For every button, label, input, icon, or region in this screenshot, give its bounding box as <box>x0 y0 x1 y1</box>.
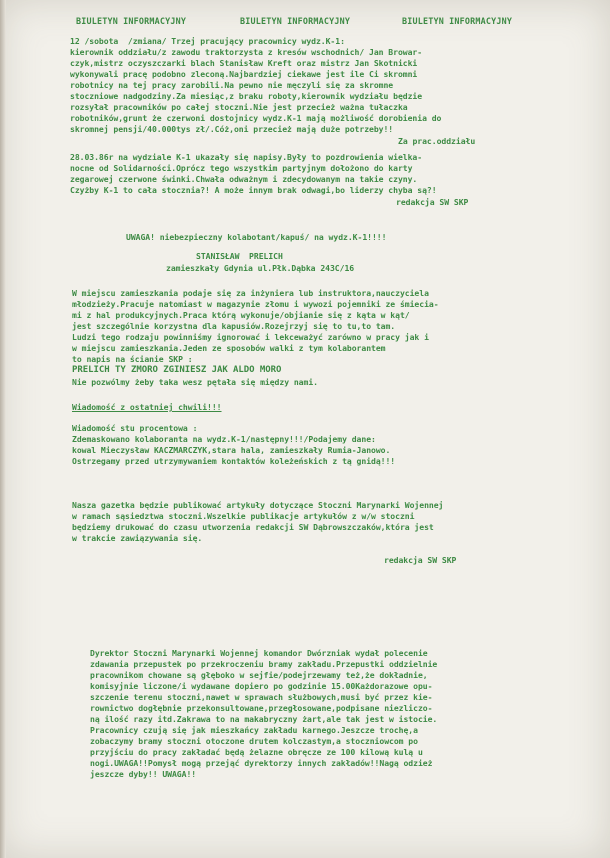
warning-line: mi z hal produkcyjnych.Praca którą wykonuje/objianie się z kąta w kąt/ <box>72 310 410 320</box>
warning-line: Ludzi tego rodzaju powinniśmy ignorować i lekceważyć zarówno w pracy jak i <box>72 332 429 342</box>
gazette-signature: redakcja SW SKP <box>384 555 457 565</box>
section1-signature: Za prac.oddziału <box>398 136 476 146</box>
director-line: szczenie terenu stoczni,nawet w sprawach służbowych,musi być przez kie- <box>90 692 433 702</box>
director-line: jeszcze dyby!! UWAGA!! <box>90 769 197 779</box>
section2-line: 28.03.86r na wydziale K-1 ukazały się napisy.Były to pozdrowienia wielka- <box>70 152 423 162</box>
section2-signature: redakcja SW SKP <box>396 197 469 207</box>
director-line: Dyrektor Stoczni Marynarki Wojennej komandor Dwórzniak wydał polecenie <box>90 648 428 658</box>
news-heading: Wiadomość z ostatniej chwili!!! <box>72 402 222 412</box>
section2-line: Czyżby K-1 to cała stocznia?! A może innym brak odwagi,bo liderzy chyba są?! <box>70 185 437 195</box>
section2-line: nocne od Solidarności.Oprócz tego wszystkim partyjnym dołożono do karty <box>70 163 413 173</box>
news-line: Wiadomość stu procentowa : <box>72 423 198 433</box>
warning-name: STANISŁAW PRELICH <box>196 251 283 261</box>
section1-line: wykonywali pracę podobno zleconą.Najbardziej ciekawe jest ile Ci skromni <box>70 69 418 79</box>
director-line: nogi.UWAGA!!Pomysł mogą przejąć dyrektorzy innych zakładów!!Nagą odzież <box>90 758 433 768</box>
warning-line: Nie pozwólmy żeby taka wesz pętała się między nami. <box>72 377 318 387</box>
section1-line: czyk,mistrz oczyszczarki blach Stanisław Kreft oraz mistrz Jan Skotnicki <box>70 58 418 68</box>
news-line: Ostrzegamy przed utrzymywaniem kontaktów koleżeńskich z tą gnidą!!! <box>72 456 396 466</box>
page-edge <box>0 0 6 858</box>
warning-line: W miejscu zamieszkania podaje się za inżyniera lub instruktora,nauczyciela <box>72 288 429 298</box>
director-line: pracownikom chowane są głęboko w sejfie/podejrzewamy też,że dokładnie, <box>90 670 428 680</box>
director-line: ną ilość razy itd.Zakrawa to na makabryczny żart,ale tak jest w istocie. <box>90 714 438 724</box>
warning-line: to napis na ścianie SKP : <box>72 354 193 364</box>
warning-heading: UWAGA! niebezpieczny kolabotant/kapuś/ na wydz.K-1!!!! <box>126 232 387 242</box>
director-line: komisyjnie liczone/i wydawane dopiero po godzinie 15.00Każdorazowe opu- <box>90 681 433 691</box>
header-title-3: BIULETYN INFORMACYJNY <box>402 16 513 26</box>
warning-line: jest szczególnie korzystna dla kapusiów.Rozejrzyj się to tu,to tam. <box>72 321 396 331</box>
gazette-line: będziemy drukować do czasu utworzenia redakcji SW Dąbrowszczaków,która jest <box>72 522 434 532</box>
warning-line: w miejscu zamieszkania.Jeden ze sposobów walki z tym kolaborantem <box>72 343 386 353</box>
director-line: przyjściu do pracy zakładać będą żelazne obręcze ze 100 kilową kulą u <box>90 747 423 757</box>
section1-line: robotników,grunt że czerwoni dostojnicy wydz.K-1 mają możliwość dorobienia do <box>70 113 442 123</box>
section1-line: skromnej pensji/40.000tys zł/.Cóż,oni przecież mają duże potrzeby!! <box>70 124 394 134</box>
director-line: zobaczymy bramy stoczni otoczone drutem kolczastym,a stoczniowcom po <box>90 736 418 746</box>
warning-address: zamieszkały Gdynia ul.Płk.Dąbka 243C/16 <box>166 263 355 273</box>
section1-line: 12 /sobota /zmiana/ Trzej pracujący pracownicy wydz.K-1: <box>70 36 345 46</box>
warning-line: młodzieży.Pracuje natomiast w magazynie złomu i wywozi pojemniki ze śmiecia- <box>72 299 439 309</box>
section1-line: robotnicy na tej pracy zarobili.Na pewno nie męczyli się za skromne <box>70 80 394 90</box>
gazette-line: w ramach sąsiedztwa stoczni.Wszelkie publikacje artykułów z w/w stoczni <box>72 511 415 521</box>
news-line: kowal Mieczysław KACZMARCZYK,stara hala, zamieszkały Rumia-Janowo. <box>72 445 391 455</box>
news-line: Zdemaskowano kolaboranta na wydz.K-1/następny!!!/Podajemy dane: <box>72 434 376 444</box>
section1-line: stoczniowe nadgodziny.Za miesiąc,z braku roboty,kierownik wydziału będzie <box>70 91 423 101</box>
section1-line: rozsyłał pracowników po całej stoczni.Nie jest przecież ważna tułaczka <box>70 102 408 112</box>
gazette-line: Nasza gazetka będzie publikować artykuły dotyczące Stoczni Marynarki Wojennej <box>72 500 444 510</box>
section1-line: kierownik oddziału/z zawodu traktorzysta z kresów wschodnich/ Jan Browar- <box>70 47 423 57</box>
header-title-1: BIULETYN INFORMACYJNY <box>76 16 187 26</box>
director-line: zdawania przepustek po przekroczeniu bramy zakładu.Przepustki oddzielnie <box>90 659 438 669</box>
section2-line: zegarowej czerwone świnki.Chwała odważnym i zdecydowanym na takie czyny. <box>70 174 418 184</box>
director-line: rownictwo dogłębnie przekonsultowane,przegłosowane,podpisane niezliczo- <box>90 703 433 713</box>
gazette-line: w trakcie zawiązywania się. <box>72 533 203 543</box>
warning-slogan: PRELICH TY ZMORO ZGINIESZ JAK ALDO MORO <box>72 365 282 375</box>
director-line: Pracownicy czują się jak mieszkańcy zakładu karnego.Jeszcze trochę,a <box>90 725 418 735</box>
header-title-2: BIULETYN INFORMACYJNY <box>240 16 351 26</box>
